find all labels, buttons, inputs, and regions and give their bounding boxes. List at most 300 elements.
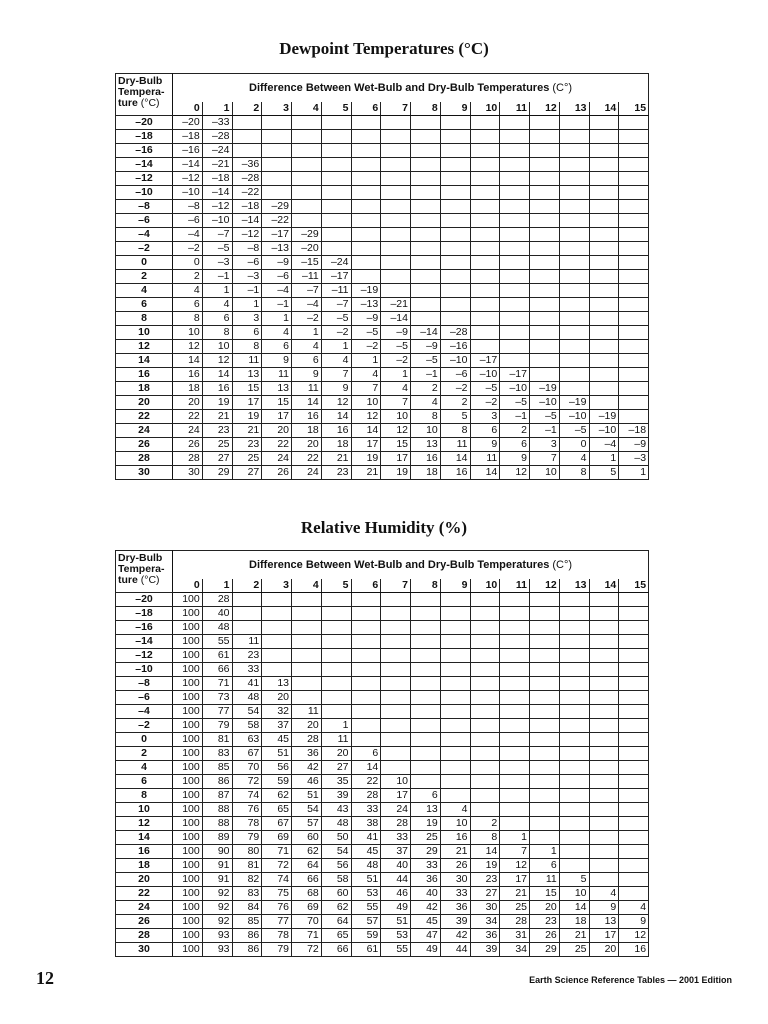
table-cell: 19	[411, 817, 441, 831]
table-row	[116, 817, 649, 831]
row-label: 18	[116, 382, 173, 396]
table-cell: –7	[321, 298, 351, 312]
table-cell: –28	[202, 130, 232, 144]
table-cell	[559, 803, 589, 817]
table-cell: 36	[292, 747, 322, 761]
table-cell	[351, 635, 381, 649]
table-cell: 4	[381, 382, 411, 396]
table-cell: 51	[381, 915, 411, 929]
table-cell: –10	[202, 214, 232, 228]
humidity-column-header: 12	[530, 579, 560, 593]
table-cell: 86	[232, 943, 262, 957]
table-cell: 8	[559, 466, 589, 480]
table-cell: –1	[232, 284, 262, 298]
table-cell: –1	[411, 368, 441, 382]
table-cell: 46	[292, 775, 322, 789]
table-cell: 56	[262, 761, 292, 775]
row-label: –14	[116, 635, 173, 649]
row-label: 6	[116, 775, 173, 789]
table-cell: –5	[351, 326, 381, 340]
table-cell	[559, 747, 589, 761]
table-cell	[619, 831, 649, 845]
row-label: –6	[116, 214, 173, 228]
table-cell: –17	[321, 270, 351, 284]
table-cell	[530, 270, 560, 284]
table-cell: 27	[202, 452, 232, 466]
row-label: 20	[116, 873, 173, 887]
table-cell: 4	[411, 396, 441, 410]
table-cell: 63	[232, 733, 262, 747]
table-cell: 25	[411, 831, 441, 845]
row-label: –14	[116, 158, 173, 172]
table-cell: 14	[202, 368, 232, 382]
table-cell: 100	[173, 789, 203, 803]
table-cell	[262, 635, 292, 649]
table-cell: 48	[202, 621, 232, 635]
table-cell	[381, 144, 411, 158]
table-cell	[589, 649, 619, 663]
table-cell: 100	[173, 887, 203, 901]
table-cell	[559, 368, 589, 382]
table-cell: 16	[292, 410, 322, 424]
table-cell	[589, 256, 619, 270]
row-label: 12	[116, 340, 173, 354]
table-cell	[381, 228, 411, 242]
dewpoint-column-header: 10	[470, 102, 500, 116]
table-cell	[351, 130, 381, 144]
table-cell	[470, 677, 500, 691]
row-label: 28	[116, 452, 173, 466]
dewpoint-span-header	[173, 74, 649, 103]
table-cell	[470, 242, 500, 256]
table-cell	[411, 775, 441, 789]
table-cell	[440, 663, 470, 677]
table-cell	[559, 593, 589, 607]
table-cell: 25	[559, 943, 589, 957]
table-cell: 17	[500, 873, 530, 887]
table-cell	[589, 354, 619, 368]
table-cell: –22	[262, 214, 292, 228]
dewpoint-column-header: 1	[202, 102, 232, 116]
table-cell	[500, 256, 530, 270]
row-label: 0	[116, 256, 173, 270]
table-cell	[589, 340, 619, 354]
table-cell	[440, 733, 470, 747]
table-cell	[470, 130, 500, 144]
table-cell	[321, 116, 351, 130]
table-cell	[530, 200, 560, 214]
table-cell: 2	[500, 424, 530, 438]
table-cell	[440, 312, 470, 326]
table-cell	[619, 663, 649, 677]
table-cell: –18	[232, 200, 262, 214]
table-cell: 100	[173, 593, 203, 607]
table-cell: 18	[173, 382, 203, 396]
table-row	[116, 424, 649, 438]
table-cell: 1	[381, 368, 411, 382]
table-cell	[470, 200, 500, 214]
table-cell: 41	[232, 677, 262, 691]
table-cell	[440, 719, 470, 733]
table-cell	[559, 354, 589, 368]
table-cell	[530, 298, 560, 312]
table-cell	[321, 705, 351, 719]
table-cell: 33	[351, 803, 381, 817]
table-row	[116, 466, 649, 480]
table-cell: –28	[440, 326, 470, 340]
row-label: –16	[116, 621, 173, 635]
table-cell: 89	[202, 831, 232, 845]
table-cell	[470, 789, 500, 803]
table-cell	[589, 677, 619, 691]
table-cell: 23	[470, 873, 500, 887]
table-cell	[321, 649, 351, 663]
table-cell: –9	[411, 340, 441, 354]
table-cell	[292, 214, 322, 228]
table-cell	[500, 789, 530, 803]
table-cell	[321, 663, 351, 677]
table-cell: –14	[202, 186, 232, 200]
dewpoint-column-header: 11	[500, 102, 530, 116]
table-cell	[500, 144, 530, 158]
table-cell: 100	[173, 607, 203, 621]
table-cell: 20	[321, 747, 351, 761]
table-cell: 79	[262, 943, 292, 957]
table-cell	[559, 775, 589, 789]
table-cell: 13	[262, 677, 292, 691]
table-cell: 40	[202, 607, 232, 621]
dewpoint-column-header: 14	[589, 102, 619, 116]
table-cell	[530, 228, 560, 242]
table-cell	[470, 144, 500, 158]
table-cell	[470, 761, 500, 775]
table-cell	[411, 116, 441, 130]
table-cell: –6	[232, 256, 262, 270]
table-cell: 68	[292, 887, 322, 901]
table-cell	[559, 200, 589, 214]
table-cell: 100	[173, 775, 203, 789]
table-cell: 87	[202, 789, 232, 803]
row-label: 8	[116, 789, 173, 803]
table-row	[116, 775, 649, 789]
table-cell: 14	[440, 452, 470, 466]
table-cell	[619, 803, 649, 817]
table-cell	[321, 621, 351, 635]
table-cell	[619, 326, 649, 340]
row-label: –10	[116, 663, 173, 677]
table-cell: 44	[440, 943, 470, 957]
table-cell: 100	[173, 649, 203, 663]
table-cell: 10	[351, 396, 381, 410]
table-cell	[411, 186, 441, 200]
table-cell: 65	[321, 929, 351, 943]
table-cell	[589, 396, 619, 410]
table-cell: 5	[440, 410, 470, 424]
table-cell: 1	[321, 719, 351, 733]
table-cell: –29	[262, 200, 292, 214]
table-cell	[321, 214, 351, 228]
table-cell	[321, 158, 351, 172]
table-cell	[619, 172, 649, 186]
table-cell: 81	[202, 733, 232, 747]
table-cell: 1	[292, 326, 322, 340]
table-cell: 34	[500, 943, 530, 957]
table-cell	[232, 621, 262, 635]
table-cell	[559, 621, 589, 635]
table-cell	[440, 172, 470, 186]
table-cell: 35	[321, 775, 351, 789]
table-cell: 21	[351, 466, 381, 480]
table-row	[116, 228, 649, 242]
row-header-line3: ture	[118, 97, 138, 109]
table-cell	[619, 705, 649, 719]
table-cell	[470, 705, 500, 719]
table-cell: 21	[202, 410, 232, 424]
table-cell: 28	[202, 593, 232, 607]
table-cell: 23	[321, 466, 351, 480]
table-cell: 80	[232, 845, 262, 859]
table-cell: 7	[500, 845, 530, 859]
table-cell: –33	[202, 116, 232, 130]
table-cell	[440, 228, 470, 242]
table-cell: 83	[202, 747, 232, 761]
table-cell: 11	[530, 873, 560, 887]
table-cell: –10	[440, 354, 470, 368]
table-cell: 0	[559, 438, 589, 452]
table-cell	[530, 803, 560, 817]
table-cell	[530, 789, 560, 803]
table-cell: 18	[321, 438, 351, 452]
table-cell	[559, 733, 589, 747]
table-cell	[559, 256, 589, 270]
table-cell: –2	[351, 340, 381, 354]
table-cell: 49	[411, 943, 441, 957]
table-cell: 70	[292, 915, 322, 929]
table-cell: 16	[619, 943, 649, 957]
table-cell: 39	[470, 943, 500, 957]
table-cell	[589, 719, 619, 733]
table-cell: 40	[411, 887, 441, 901]
row-label: 22	[116, 887, 173, 901]
table-cell: 2	[470, 817, 500, 831]
table-cell: 81	[232, 859, 262, 873]
table-cell	[292, 607, 322, 621]
table-row	[116, 873, 649, 887]
table-cell	[530, 214, 560, 228]
table-cell	[262, 649, 292, 663]
table-cell	[500, 677, 530, 691]
table-cell: 4	[321, 354, 351, 368]
table-cell	[500, 284, 530, 298]
table-cell: –14	[232, 214, 262, 228]
humidity-column-header-row	[116, 579, 649, 593]
humidity-title: Relative Humidity (%)	[300, 518, 468, 537]
table-cell: –12	[232, 228, 262, 242]
table-cell	[351, 691, 381, 705]
table-cell	[292, 635, 322, 649]
table-cell: 44	[381, 873, 411, 887]
row-label: –12	[116, 649, 173, 663]
table-cell	[589, 326, 619, 340]
table-cell	[530, 340, 560, 354]
table-cell: 100	[173, 663, 203, 677]
dewpoint-title: Dewpoint Temperatures (°C)	[279, 39, 489, 58]
table-cell: 60	[321, 887, 351, 901]
row-label: 10	[116, 326, 173, 340]
humidity-column-header: 1	[202, 579, 232, 593]
table-cell	[292, 677, 322, 691]
table-cell: 20	[173, 396, 203, 410]
dewpoint-column-header: 3	[262, 102, 292, 116]
table-cell: 92	[202, 915, 232, 929]
table-cell	[500, 298, 530, 312]
table-cell: 7	[530, 452, 560, 466]
table-cell: 8	[411, 410, 441, 424]
table-cell	[411, 691, 441, 705]
span-header-unit: (C°)	[552, 558, 573, 571]
table-cell	[559, 214, 589, 228]
table-row	[116, 340, 649, 354]
table-cell	[559, 382, 589, 396]
table-cell: 85	[232, 915, 262, 929]
dewpoint-column-header: 12	[530, 102, 560, 116]
table-cell: 29	[530, 943, 560, 957]
humidity-table	[115, 550, 649, 957]
table-cell: 58	[321, 873, 351, 887]
table-row	[116, 186, 649, 200]
table-cell: 8	[202, 326, 232, 340]
table-cell	[470, 733, 500, 747]
table-cell: –24	[202, 144, 232, 158]
table-cell: 12	[202, 354, 232, 368]
table-cell	[589, 705, 619, 719]
table-cell: 67	[232, 747, 262, 761]
table-cell	[559, 691, 589, 705]
table-cell: 9	[292, 368, 322, 382]
table-cell: 28	[381, 817, 411, 831]
table-cell	[440, 677, 470, 691]
table-cell	[262, 172, 292, 186]
table-cell: 69	[262, 831, 292, 845]
table-cell	[500, 214, 530, 228]
table-cell: –2	[470, 396, 500, 410]
humidity-column-header: 14	[589, 579, 619, 593]
table-cell	[619, 649, 649, 663]
table-cell	[500, 326, 530, 340]
row-label: –10	[116, 186, 173, 200]
table-cell	[589, 368, 619, 382]
table-cell: 37	[381, 845, 411, 859]
table-cell: 27	[470, 887, 500, 901]
table-cell	[500, 705, 530, 719]
table-cell	[559, 859, 589, 873]
table-row	[116, 144, 649, 158]
table-cell	[411, 761, 441, 775]
table-cell	[530, 691, 560, 705]
row-label: 6	[116, 298, 173, 312]
table-cell: 26	[530, 929, 560, 943]
table-cell	[619, 130, 649, 144]
table-cell: 9	[470, 438, 500, 452]
table-cell: –10	[559, 410, 589, 424]
table-cell: 73	[202, 691, 232, 705]
table-cell	[262, 186, 292, 200]
row-label: –6	[116, 691, 173, 705]
table-cell: 51	[351, 873, 381, 887]
table-cell	[530, 242, 560, 256]
table-cell: –4	[173, 228, 203, 242]
table-cell	[292, 649, 322, 663]
table-cell: 88	[202, 817, 232, 831]
table-row	[116, 158, 649, 172]
table-cell: 100	[173, 705, 203, 719]
table-cell	[589, 691, 619, 705]
table-cell	[530, 733, 560, 747]
table-cell	[262, 158, 292, 172]
table-row	[116, 312, 649, 326]
table-cell: 9	[589, 901, 619, 915]
table-cell	[530, 747, 560, 761]
table-cell: –5	[470, 382, 500, 396]
table-cell: –14	[173, 158, 203, 172]
table-cell	[619, 396, 649, 410]
table-cell	[232, 144, 262, 158]
table-cell: –12	[173, 172, 203, 186]
table-cell: 93	[202, 929, 232, 943]
table-cell	[589, 789, 619, 803]
table-cell	[619, 845, 649, 859]
table-cell	[292, 621, 322, 635]
table-cell: 62	[262, 789, 292, 803]
table-cell: –7	[202, 228, 232, 242]
table-cell: –9	[262, 256, 292, 270]
table-cell	[411, 635, 441, 649]
table-cell	[619, 116, 649, 130]
table-cell: 1	[202, 284, 232, 298]
table-cell	[232, 593, 262, 607]
table-cell: 83	[232, 887, 262, 901]
table-row	[116, 915, 649, 929]
table-cell: 20	[292, 438, 322, 452]
table-cell: 74	[262, 873, 292, 887]
table-cell: 21	[559, 929, 589, 943]
table-cell	[559, 705, 589, 719]
table-cell: 34	[470, 915, 500, 929]
table-cell: 11	[470, 452, 500, 466]
table-cell: –16	[440, 340, 470, 354]
table-cell	[470, 186, 500, 200]
table-cell: 23	[232, 649, 262, 663]
table-cell: 15	[232, 382, 262, 396]
table-row	[116, 607, 649, 621]
table-cell	[470, 256, 500, 270]
table-cell	[500, 200, 530, 214]
table-cell	[381, 733, 411, 747]
table-row	[116, 452, 649, 466]
table-cell	[351, 228, 381, 242]
table-cell: 64	[292, 859, 322, 873]
table-row	[116, 270, 649, 284]
table-cell: 16	[202, 382, 232, 396]
row-header-unit: (°C)	[140, 574, 160, 586]
row-label: 0	[116, 733, 173, 747]
table-cell: 4	[351, 368, 381, 382]
table-cell: 14	[321, 410, 351, 424]
table-cell	[530, 677, 560, 691]
table-cell	[500, 719, 530, 733]
table-row	[116, 943, 649, 957]
table-cell	[559, 831, 589, 845]
